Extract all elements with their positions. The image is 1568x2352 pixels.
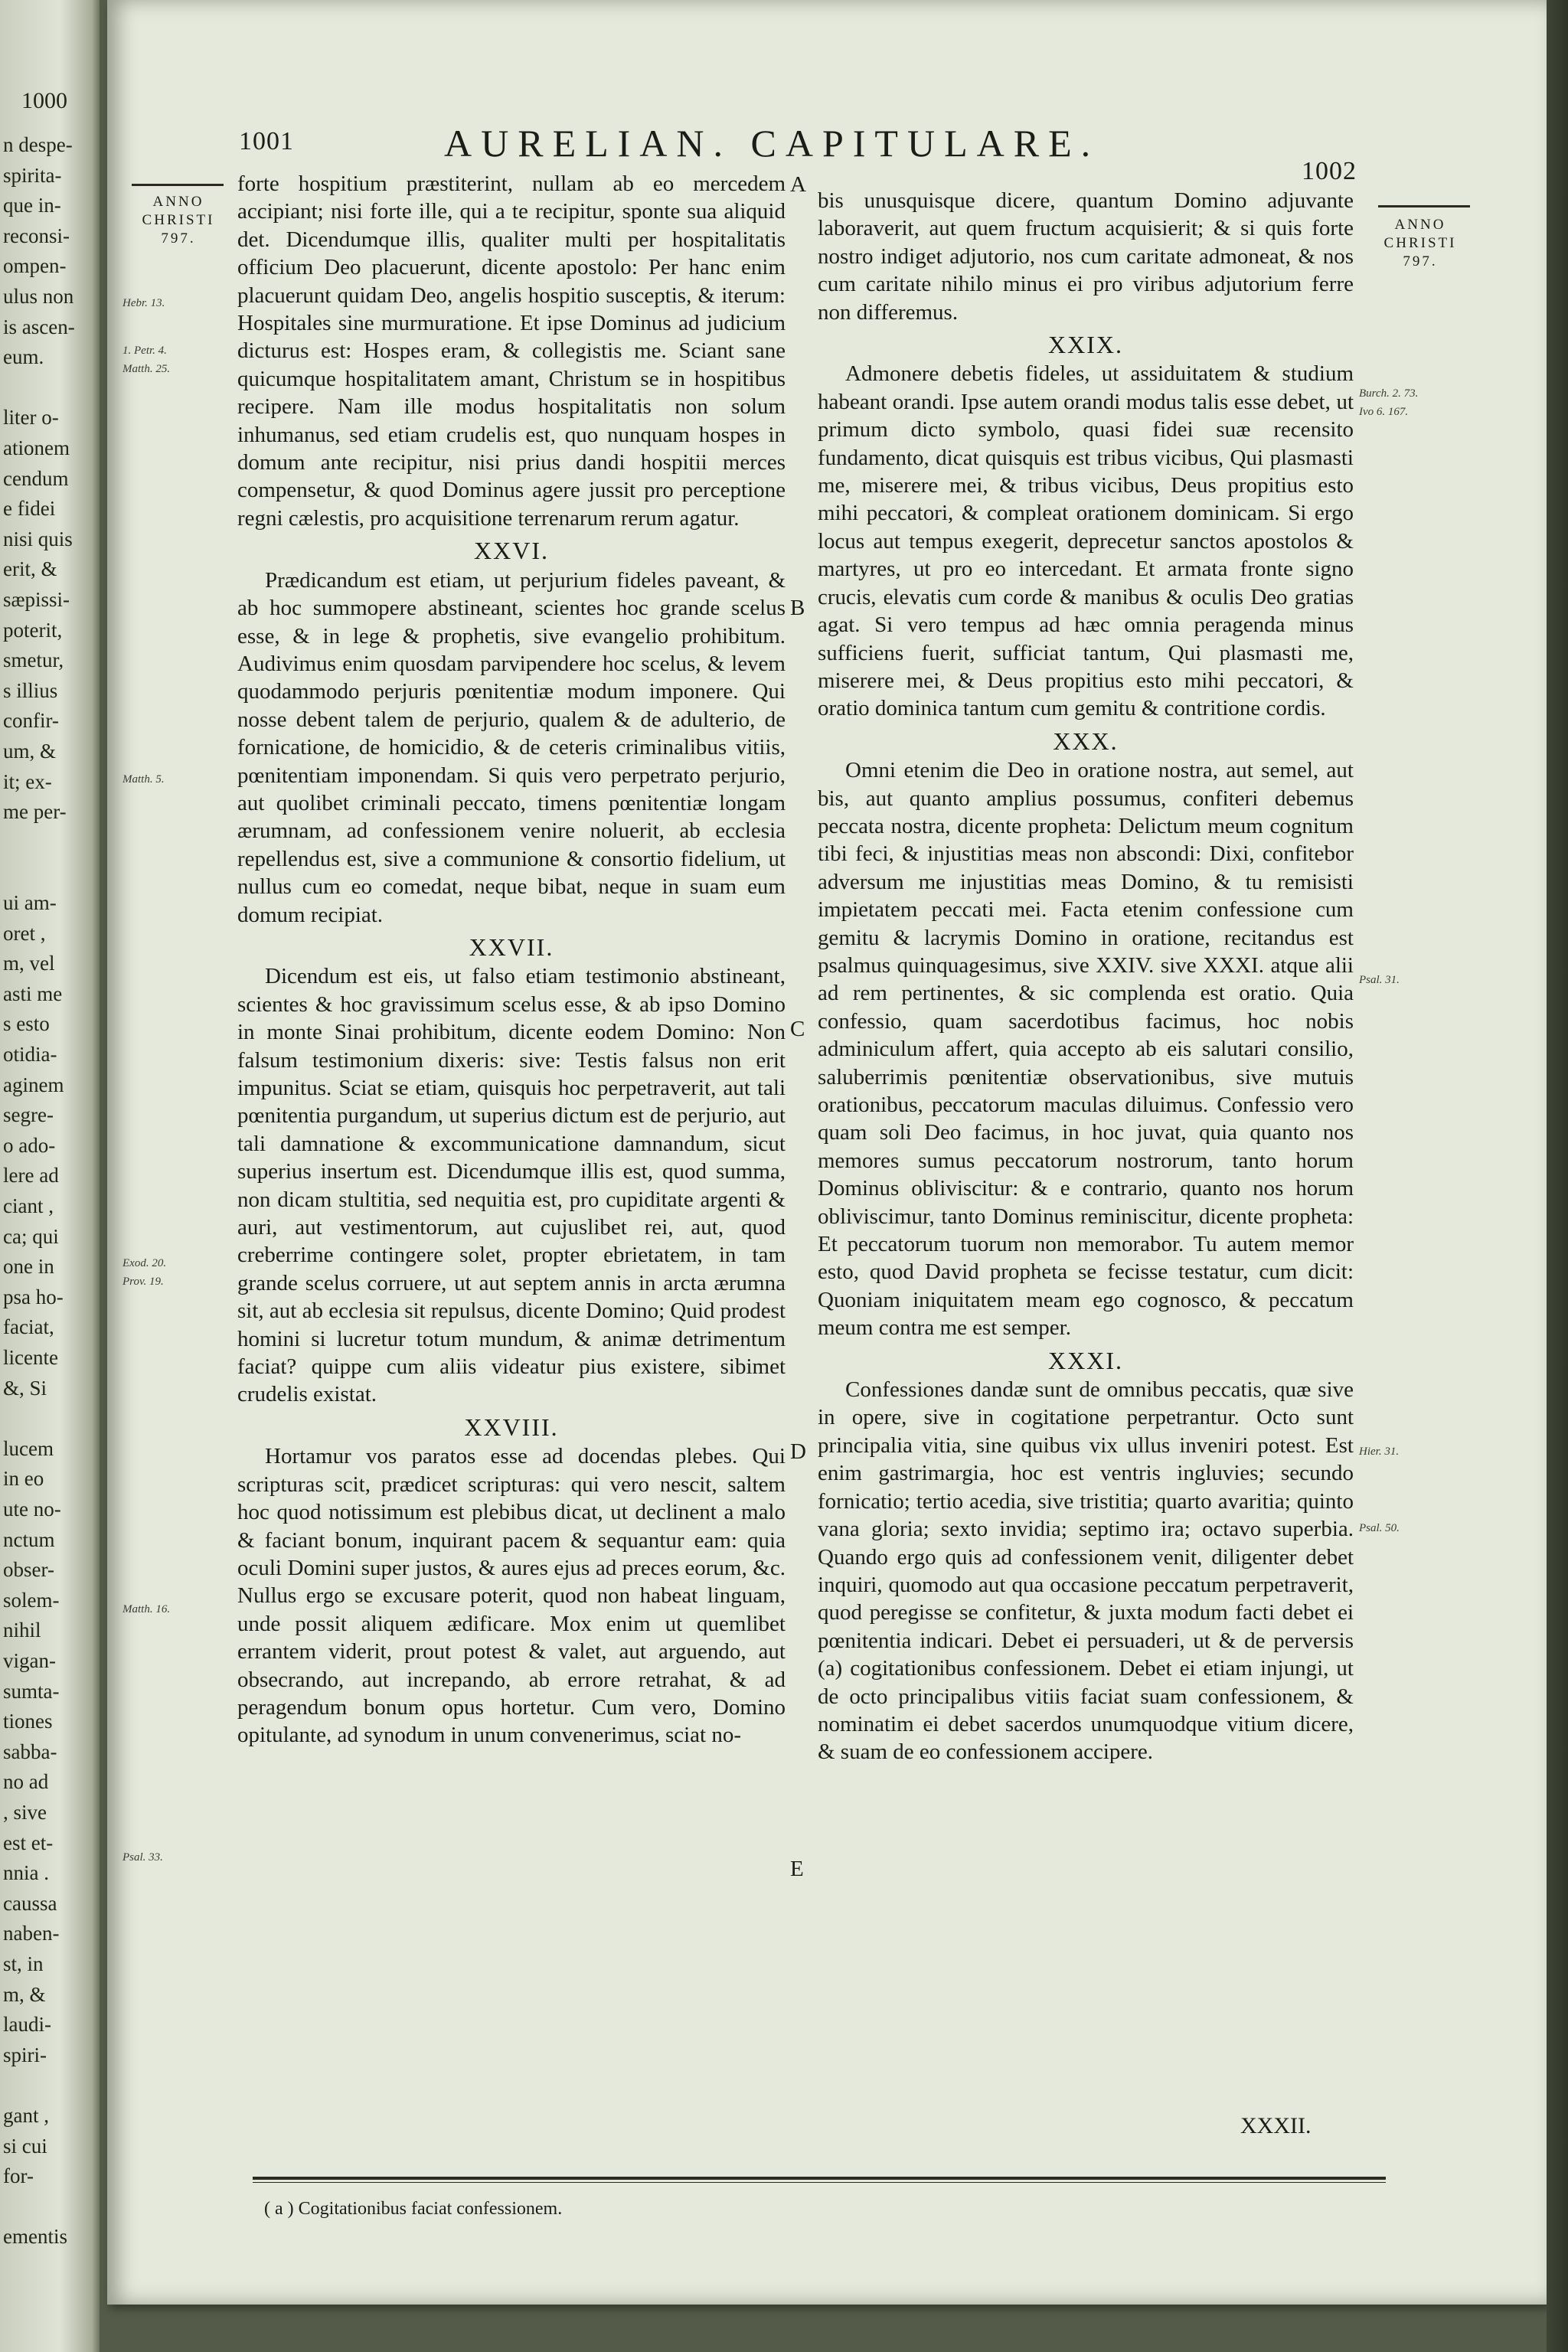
column-letter: E: [790, 1857, 804, 1881]
previous-page-line: nisi quis: [3, 527, 73, 550]
previous-page-line: s illius: [3, 678, 58, 702]
anno-right: [1370, 216, 1470, 271]
previous-page-line: solem-: [3, 1588, 60, 1612]
previous-page-line: liter o-: [3, 406, 59, 430]
previous-page-line: si cui: [3, 2134, 47, 2158]
previous-page-line: obser-: [3, 1558, 54, 1582]
previous-page-line: o ado-: [3, 1133, 56, 1157]
paragraph: Prædicandum est etiam, ut perjurium fideles paveant, & ab hoc summopere abstineant, scientes hoc grande scelus esse, & in lege & prophetis, sive evangelio prohibitum. Audivimus enim quosdam parvipendere hoc scelus, & levem quodammodo perjuris pœnitentiæ modum imponere. Qui nosse debent talem de perjurio, qualem & de adulterio, de fornicatione, de homicidio, & de ceteris criminalibus vitiis, pœnitentiam imponendam. Si quis vero perpetrato perjurio, aut quolibet criminali peccato, timens pœnitentiæ longam ærumnam, ad confessionem venire noluerit, ab ecclesia repellendus est, sive a communione & consortio fidelium, ut nullus cum eo comedat, neque bibat, neque in suam eum domum recipiat.: [237, 567, 786, 927]
anno-left-label: ANNO CHRISTI: [142, 194, 215, 228]
previous-page-line: reconsi-: [3, 224, 70, 247]
previous-page-fragment: [0, 0, 103, 2297]
previous-page-line: eum.: [3, 345, 44, 369]
previous-page-line: in eo: [3, 1467, 44, 1491]
anno-right-label: ANNO CHRISTI: [1383, 217, 1457, 251]
previous-page-line: spiri-: [3, 2043, 47, 2066]
previous-page-line: confir-: [3, 709, 59, 733]
previous-page-line: m, &: [3, 1982, 46, 2006]
previous-page-line: ompen-: [3, 254, 67, 278]
previous-page-line: ute no-: [3, 1498, 61, 1521]
previous-page-line: e fidei: [3, 497, 56, 521]
previous-page-line: nihil: [3, 1619, 41, 1642]
left-page-number: 1001: [239, 127, 294, 155]
previous-page-line: licente: [3, 1346, 58, 1369]
previous-page-line: me per-: [3, 800, 67, 824]
previous-page-line: vigan-: [3, 1649, 56, 1672]
previous-page-line: caussa: [3, 1891, 57, 1915]
previous-page-line: asti me: [3, 982, 63, 1005]
previous-page-line: gant ,: [3, 2104, 49, 2127]
right-column: [818, 187, 1354, 1766]
previous-page-line: lere ad: [3, 1164, 59, 1187]
running-head: AURELIAN. CAPITULARE.: [444, 122, 1100, 165]
paragraph: Admonere debetis fideles, ut assiduitatem & studium habeant orandi. Ipse autem orandi modus talis esse debet, ut primum dicto symbolo, quasi fidei suæ recensito fundamento, dicat quisquis est tribus vicibus, Qui plasmasti me, miserere mei, & tribus vicibus, Deus propitius esto mihi peccatori, & compleat orationem dominicam. Si ergo locus aut tempus exegerit, deprecetur sanctos apostolos & martyres, ut pro eo intercedant. Et armata fronte signo crucis, elevatis cum corde & manibus & oculis Deo gratias agat. Si vero tempus ad hæc omnia peragenda minus sufficiens fuerit, sufficiat tantum, Qui plasmasti me, miserere mei, & Deus propitius esto mihi peccatori, & oratio dominica tantum cum gemitu & contritione cordis.: [818, 361, 1354, 721]
margin-ref: Psal. 50.: [1359, 1522, 1400, 1534]
paragraph: forte hospitium præstiterint, nullam ab eo mercedem accipiant; nisi forte ille, qui a te recipitur, sponte sua aliquid det. Dicendumque illis, qualiter multi per hospitalitatis officium Deo placuerunt, dicente apostolo: Per hanc enim placuerunt quidam Deo, angelis hospitio susceptis, & iterum: Hospitales sine murmuratione. Et ipse Dominus ad judicium dicturus est: Hospes eram, & collegistis me. Sciant sane quicumque hospitalitatem amant, Christum se in hospitibus recipere. Nam ille modus hospitalitatis non solum inhumanus, sed etiam crudelis est, quo nunquam hospes in domum ante recipitur, nisi prius dandi hospitii merces compensetur, & quod Dominus agere jussit pro perceptione regni cælestis, pro acquisitione terrenarum rerum agatur.: [237, 172, 786, 531]
previous-page-line: naben-: [3, 1922, 60, 1945]
margin-ref: Hebr. 13.: [122, 297, 165, 309]
previous-page-line: ementis: [3, 2225, 67, 2249]
margin-ref: Ivo 6. 167.: [1359, 406, 1409, 418]
previous-page-line: psa ho-: [3, 1285, 64, 1308]
section-number: XXIX.: [1048, 331, 1123, 359]
previous-page-line: que in-: [3, 194, 61, 217]
section-number: XXX.: [1053, 727, 1119, 755]
paragraph: Dicendum est eis, ut falso etiam testimonio abstineant, scientes & hoc gravissimum scelus esse, & ab ipso Domino in monte Sinai prohibitum, dicente eodem Domino: Non falsum testimonium dixeris: sive: Testis falsus non erit impunitus. Sciat se etiam, quisquis hoc perpetraverit, aut tali pœnitentia purgandum, ut superius dictum est de perjurio, aut tali damnatione & excommunicatione damnandum, sicut superius insertum est. Dicendumque illis est, quod summa, non dicam stultitia, sed nequitia est, pro cupiditate argenti & auri, aut vestimentorum, aut cujuslibet rei, aut, quod creberrime contingere solet, propter ebrietatem, in tam grande scelus corruere, ut aut septem annis in arcta ærumna sit, aut ab ecclesia sit repulsus, dicente Domino; Quid prodest homini si lucretur totum mundum, & animæ detrimentum faciat? quippe cum aliis videatur pius existere, sibimet crudelis existat.: [237, 964, 786, 1407]
previous-page-line: , sive: [3, 1801, 47, 1824]
previous-page-line: ciant ,: [3, 1194, 54, 1217]
previous-page-line: est et-: [3, 1831, 54, 1854]
previous-page-line: nctum: [3, 1527, 55, 1551]
margin-ref: Psal. 33.: [122, 1851, 163, 1864]
footnote: ( a ) Cogitationibus faciat confessionem.: [264, 2199, 563, 2219]
column-letter: B: [790, 596, 805, 620]
previous-page-line: spirita-: [3, 163, 62, 187]
previous-page-line: aginem: [3, 1073, 64, 1096]
margin-ref: Matth. 5.: [122, 773, 165, 786]
previous-page-line: laudi-: [3, 2013, 51, 2037]
footnote-rule-thin: [253, 2182, 1386, 2183]
previous-page-line: m, vel: [3, 952, 55, 975]
column-letter: C: [790, 1017, 805, 1041]
previous-page-line: sabba-: [3, 1740, 57, 1763]
section-number: XXVI.: [474, 537, 549, 565]
previous-page-line: erit, &: [3, 557, 57, 581]
previous-page-line: smetur,: [3, 648, 64, 672]
anno-left: [129, 193, 228, 248]
paragraph: Omni etenim die Deo in oratione nostra, aut semel, aut bis, aut quanto amplius possumus, confiteri debemus peccata nostra, dicente propheta: Delictum meum cognitum tibi feci, & injustitias meas non abscondi: Dixi, confitebor adversum me injustitias meas Domino, & tu remisisti impietatem peccati mei. Facta etenim confessione cum gemitu & lacrymis Domino in oratione, recitandus est psalmus quinquagesimus, sive XXIV. sive XXXI. atque alii ad rem pertinentes, & sic complenda est oratio. Quia confessio, quam sacerdotibus facimus, hoc nobis adminiculum affert, quia accepto ab eis salutari consilio, saluberrimis pœnitentiæ observationibus, sive mutuis orationibus, peccatorum maculas diluimus. Confessio vero quam soli Deo facimus, in hoc juvat, quia quanto nos memores sumus peccatorum nostrorum, tanto horum Dominus obliviscitur: & e contrario, quanto nos horum obliviscimur, tanto Dominus reminiscitur, dicente propheta: Et peccatorum tuorum non memorabor. Tu autem memor esto, quod David propheta se fecisse testatur, cum dicit: Quoniam iniquitatem meam ego cognosco, & peccatum meum contra me est semper.: [818, 758, 1354, 1341]
previous-page-line: segre-: [3, 1103, 54, 1127]
previous-page-line: s esto: [3, 1012, 50, 1036]
previous-page-line: ulus non: [3, 285, 74, 308]
section-number: XXXI.: [1048, 1346, 1123, 1374]
right-margin-rule: [1378, 205, 1470, 207]
previous-page-line: no ad: [3, 1770, 49, 1794]
previous-page-line: one in: [3, 1255, 54, 1279]
anno-left-year: 797.: [161, 230, 196, 247]
previous-page-number: 1000: [21, 88, 67, 113]
previous-page-line: is ascen-: [3, 315, 75, 338]
previous-page-line: n despe-: [3, 133, 73, 156]
section-number: XXVII.: [469, 933, 554, 961]
paragraph: bis unusquisque dicere, quantum Domino adjuvante laboraverit, aut quem fructum acquisierit; & si quis forte nostro indiget adjutorio, nos cum caritate admoneat, & nos cum caritate nihilo minus ei pro viribus adjutorium ferre non differemus.: [818, 188, 1354, 325]
previous-page-line: ationem: [3, 436, 70, 459]
previous-page-line: otidia-: [3, 1043, 57, 1066]
previous-page-line: faciat,: [3, 1315, 54, 1339]
margin-ref: Psal. 31.: [1359, 974, 1400, 986]
paragraph: Confessiones dandæ sunt de omnibus peccatis, quæ sive in opere, sive in cogitatione perpetrantur. Octo sunt principalia vitia, sine quibus vix ullus inveniri potest. Est enim gastrimargia, hoc est ventris ingluvies; secundo fornicatio; tertio acedia, sive tristitia; quarto avaritia; quinto vana gloria; sexto invidia; septimo ira; octavo superbia. Quando ergo quis ad confessionem venit, diligenter debet inquiri, quomodo aut qua occasione peccatum perpetraverit, quod peregisse se confitetur, & juxta modum facti debet ei pœnitentia indicari. Debet ei persuaderi, ut & de perversis (a) cogitationibus confessionem. Debet ei etiam injungi, ut de octo principalibus vitiis faciat suam confessionem, & nominatim ei debet sacerdos unumquodque vitium dicere, & suam de eo confessionem accipere.: [818, 1377, 1354, 1765]
catchword: XXXII.: [1240, 2113, 1312, 2138]
previous-page-line: &, Si: [3, 1376, 47, 1400]
margin-ref: Matth. 25.: [122, 363, 171, 375]
previous-page-line: lucem: [3, 1436, 54, 1460]
column-letter: D: [790, 1439, 806, 1464]
margin-ref: Prov. 19.: [122, 1276, 164, 1288]
page-edge-shadow: [1547, 0, 1568, 2352]
left-margin-rule: [132, 184, 224, 186]
previous-page-line: poterit,: [3, 618, 63, 642]
previous-page-line: ui am-: [3, 891, 57, 914]
previous-page-line: nnia .: [3, 1861, 49, 1885]
anno-right-year: 797.: [1403, 253, 1438, 270]
right-page-number: 1002: [1302, 157, 1357, 185]
previous-page-line: for-: [3, 2164, 34, 2188]
left-column: [237, 170, 786, 1749]
previous-page-line: cendum: [3, 466, 69, 490]
previous-page-line: um, &: [3, 740, 57, 763]
paragraph: Hortamur vos paratos esse ad docendas plebes. Qui scripturas scit, prædicet scripturas: qui vero nescit, saltem hoc quod notissimum est plebibus dicat, ut declinent a malo & faciant bonum, inquirant pacem & sequantur eam: quia oculi Domini super justos, & aures ejus ad preces eorum, &c. Nullus ergo se excusare poterit, quod non habeat linguam, unde possit aliquem ædificare. Mox enim ut quemlibet errantem viderit, prout potest & valet, aut arguendo, aut obsecrando, aut increpando, ab errore retrahat, & ad peragendum bonum opus hortetur. Cum vero, Domino opitulante, ad synodum in unum convenerimus, sciat no-: [237, 1444, 786, 1748]
previous-page-line: tiones: [3, 1710, 53, 1733]
margin-ref: Exod. 20.: [122, 1257, 167, 1269]
previous-page-line: it; ex-: [3, 769, 52, 793]
previous-page-line: st, in: [3, 1952, 44, 1975]
footnote-rule: [253, 2177, 1386, 2180]
previous-page-line: oret ,: [3, 921, 46, 945]
margin-ref: Burch. 2. 73.: [1359, 387, 1419, 400]
previous-page-line: sæpissi-: [3, 588, 70, 611]
section-number: XXVIII.: [464, 1413, 559, 1441]
column-letter: A: [790, 172, 806, 197]
margin-ref: Hier. 31.: [1359, 1446, 1400, 1458]
previous-page-line: sumta-: [3, 1679, 60, 1703]
previous-page-line: ca; qui: [3, 1224, 59, 1248]
margin-ref: 1. Petr. 4.: [122, 345, 167, 357]
margin-ref: Matth. 16.: [122, 1603, 171, 1615]
